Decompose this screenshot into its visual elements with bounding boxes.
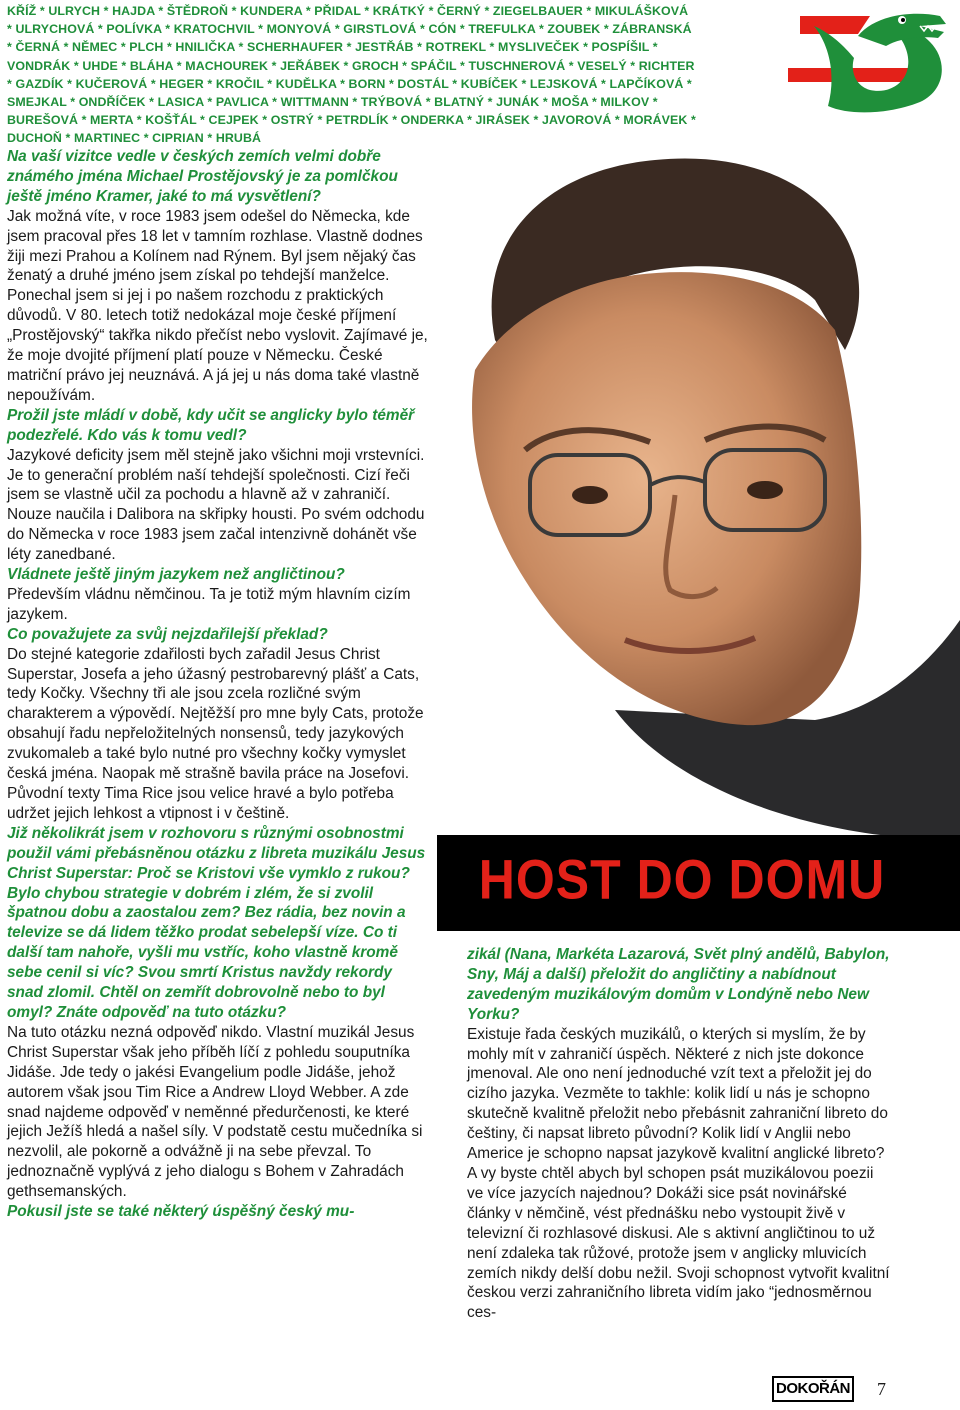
names-line: VONDRÁK * UHDE * BLÁHA * MACHOUREK * JEŘÁBEK * GROCH * SPÁČIL * TUSCHNEROVÁ * VESELÝ * RICHTER: [7, 58, 695, 73]
question-paragraph: Pokusil jste se také některý úspěšný český mu-: [7, 1203, 355, 1221]
answer-paragraph: Především vládnu němčinou. Ta je totiž mým hlavním cizím jazykem.: [7, 585, 411, 623]
interviewee-portrait-photo: [455, 150, 960, 840]
answer-paragraph: Existuje řada českých muzikálů, o kterých si myslím, že by mohly mít v zahraničí úspěch. Některé z nich jste dokonce jmenoval. Ale ono není jednoduché vzít text a přeložit jej do cizího jazyka. Vezměte to takhle: kolik lidí u nás je schopno skutečně kvalitně přeložit nebo přebásnit zahraniční libreto do češtiny, či napsat libreto původní? Kolik lidí v Anglii nebo Americe je schopno napsat jazykově kvalitní anglické libreto? A vy byste chtěl abych byl schopen psát muzikálovou poezii ve více jazycích najednou? Dokáži sice psát novinářské články v němčině, vést přednášku nebo vystoupit živě v televizní či rozhlasové diskusi. Ale s aktivní angličtinou to už není zdaleka tak růžové, protože jsem v anglicky mluvicích zemích nikdy delší dobu nežil. Svoji schopnost vytvořit kvalitní českou verzi zahraničního libreta vidím jako “jednosměrnou ces-: [467, 1025, 890, 1322]
answer-paragraph: Jazykové deficity jsem měl stejně jako všichni moji vrstevníci. Je to generační problém naší tehdejší společnosti. Cizí řeči jsem se vlastně učil za pochodu a hlavně až v zahraničí. Nouze naučila i Dalibora na skřipky housti. Po svém odchodu do Německa v roce 1983 jsem začal intenzivně dohánět vše léty zanedbané.: [7, 446, 425, 564]
section-title: HOST DO DOMU: [478, 848, 886, 911]
names-line: DUCHOŇ * MARTINEC * CIPRIAN * HRUBÁ: [7, 131, 262, 146]
interview-left-column: [7, 147, 431, 1222]
answer-paragraph: Jak možná víte, v roce 1983 jsem odešel do Německa, kde jsem pracoval přes 18 let v tamním rozhlase. Vlastně dodnes žiji mezi Prahou a Kolínem nad Rýnem. Byl jsem nějaký čas ženatý a druhé jméno jsem získal po tehdejší manželce. Ponechal jsem si jej i po našem rozchodu z praktických důvodů. V 80. letech totiž nedokázal moje české příjmení „Prostějovský“ takřka nikdo přečíst nebo vyslovit. Zajímavé je, že moje dvojité příjmení platí pouze v Německu. České matriční právo jej neuznává. A já jej u nás doma také vlastně nepoužívám.: [7, 207, 428, 404]
names-line: * ČERNÁ * NĚMEC * PLCH * HNILIČKA * SCHERHAUFER * JESTŘÁB * ROTREKL * MYSLIVEČEK * POSPÍŠIL *: [7, 40, 658, 55]
question-paragraph: Co považujete za svůj nejzdařilejší překlad?: [7, 625, 328, 643]
question-paragraph: Vládnete ještě jiným jazykem než angličtinou?: [7, 566, 345, 584]
question-paragraph: Prožil jste mládí v době, kdy učit se anglicky bylo téměř podezřelé. Kdo vás k tomu vedl?: [7, 406, 415, 444]
names-line: SMEJKAL * ONDŘÍČEK * LASICA * PAVLICA * WITTMANN * TRÝBOVÁ * BLATNÝ * JUNÁK * MOŠA * MILKOV *: [7, 95, 658, 110]
question-paragraph: Na vaší vizitce vedle v českých zemích velmi dobře známého jména Michael Prostějovský je za pomlčkou ještě jméno Kramer, jaké to má vysvětlení?: [7, 148, 398, 205]
interview-right-column: [467, 945, 891, 1323]
names-line: BUREŠOVÁ * MERTA * KOŠŤÁL * CEJPEK * OSTRÝ * PETRDLÍK * ONDERKA * JIRÁSEK * JAVOROVÁ * MORÁVEK *: [7, 113, 696, 128]
question-paragraph: zikál (Nana, Markéta Lazarová, Svět plný andělů, Babylon, Sny, Máj a další) přeložit do angličtiny a nabídnout zavedeným muzikálovým domům v Londýně nebo New Yorku?: [467, 946, 890, 1023]
names-line: KŘÍŽ * ULRYCH * HAJDA * ŠTĚDROŇ * KUNDERA * PŘIDAL * KRÁTKÝ * ČERNÝ * ZIEGELBAUER * MIKULÁŠKOVÁ: [7, 4, 689, 18]
names-line: * ULRYCHOVÁ * POLÍVKA * KRATOCHVIL * MONYOVÁ * GIRSTLOVÁ * CÓN * TREFULKA * ZOUBEK * ZÁBRANSKÁ: [7, 22, 692, 37]
author-names-list: [7, 2, 777, 148]
section-title-banner: [437, 835, 960, 931]
magazine-logo: DOKOŘÁN: [772, 1376, 854, 1402]
names-line: * GAZDÍK * KUČEROVÁ * HEGER * KROČIL * KUDĚLKA * BORN * DOSTÁL * KUBÍČEK * LEJSKOVÁ * LAPČÍKOVÁ *: [7, 76, 692, 91]
answer-paragraph: Do stejné kategorie zdařilosti bych zařadil Jesus Christ Superstar, Josefa a jeho úžasný pestrobarevný plášť a Cats, tedy Kočky. Všechny tři ale jsou zcela rozličné svým charakterem a výpovědí. Nejtěžší pro mne byly Cats, protože obsahují řadu nepřeložitelných nonsensů, tedy jazykových zvukomaleb a také bylo nutné pro všechny kočky vymyslet česká jména. Naopak mě strašně bavila práce na Josefovi. Původní texty Tima Rice jsou velice hravé a bylo potřeba udržet jejich lehkost a vtipnost i v češtině.: [7, 645, 424, 822]
question-paragraph: Již několikrát jsem v rozhovoru s různými osobnostmi použil vámi přebásněnou otázku z libreta muzikálu Jesus Christ Superstar: Proč se Kristovi vše vymklo z rukou? Bylo chybou strategie v dobrém i zlém, že si zvolil špatnou dobu a zaostalou zem? Bez rádia, bez novin a televize se dá lidem těžko prodat sebelepší víze. Co ti další tam nahoře, vyšli mu vstříc, koho vlastně kromě sebe cenil si víc? Svou smrtí Kristus navždy rekordy snad zlomil. Chtěl on zemřít dobrovolně nebo to byl omyl? Znáte odpověď na tuto otázku?: [7, 824, 426, 1021]
answer-paragraph: Na tuto otázku nezná odpověď nikdo. Vlastní muzikál Jesus Christ Superstar však jeho příběh líčí z pohledu souputníka Jidáše. Jde tedy o jakési Evangelium podle Jidáše, jehož autorem však jsou Tim Rice a Andrew Lloyd Webber. A zde snad najdeme odpověď v neměnné předurčenosti, ke které jejich Ježíš hledá a našel síly. V podstatě cestu mučedníka si nezvolil, ale pokorně a odvážně ji na sebe převzal. To jednoznačně vyplývá z jeho dialogu s Bohem v Zahradách gethsemanských.: [7, 1023, 423, 1201]
crocodile-logo-icon: [770, 6, 956, 118]
page-number: 7: [877, 1379, 886, 1399]
